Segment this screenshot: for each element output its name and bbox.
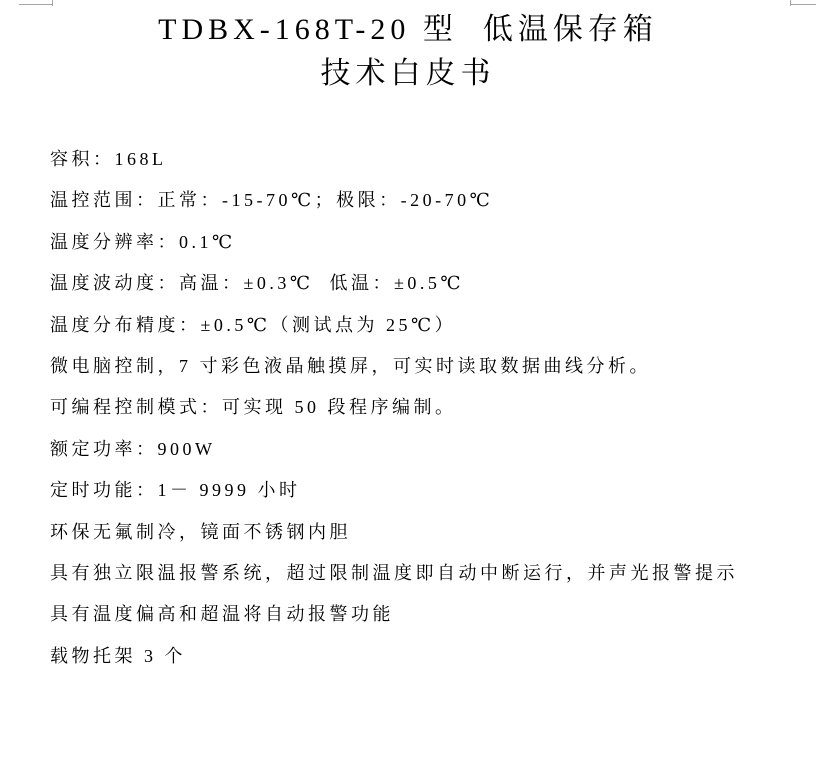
spec-line-temp-resolution: 温度分辨率：0.1℃ (50, 231, 236, 252)
spec-line-over-temp-alarm: 具有温度偏高和超温将自动报警功能 (50, 604, 394, 625)
spec-line-refrigeration: 环保无氟制冷，镜面不锈钢内胆 (50, 521, 351, 542)
spec-line-timer: 定时功能：1－ 9999 小时 (50, 480, 301, 501)
spec-line-limit-alarm: 具有独立限温报警系统，超过限制温度即自动中断运行，并声光报警提示 (50, 563, 738, 584)
spec-line-temp-uniformity: 温度分布精度：±0.5℃（测试点为 25℃） (50, 314, 457, 335)
spec-line-shelves: 载物托架 3 个 (50, 645, 186, 666)
document-title-block (0, 8, 816, 96)
spec-line-temp-fluctuation: 温度波动度：高温：±0.3℃ 低温：±0.5℃ (50, 273, 465, 294)
spec-list (50, 139, 766, 677)
spec-line-programmable: 可编程控制模式：可实现 50 段程序编制。 (50, 397, 457, 418)
document-title: TDBX-168T-20 型 低温保存箱 (158, 13, 658, 46)
spec-line-rated-power: 额定功率：900W (50, 438, 216, 459)
margin-crop-mark-left (19, 4, 53, 5)
margin-crop-mark-right (790, 4, 816, 5)
document-subtitle: 技术白皮书 (320, 57, 496, 90)
spec-line-controller: 微电脑控制，7 寸彩色液晶触摸屏，可实时读取数据曲线分析。 (50, 356, 651, 377)
margin-crop-mark-left-tick (52, 0, 53, 6)
margin-crop-mark-right-tick (790, 0, 791, 6)
spec-line-temp-range: 温控范围：正常：-15-70℃；极限：-20-70℃ (50, 190, 494, 211)
spec-line-capacity: 容积：168L (50, 149, 167, 169)
